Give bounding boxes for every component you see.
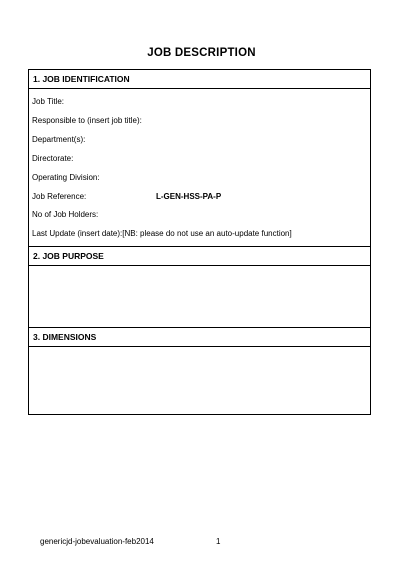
responsible-to-label: Responsible to (insert job title): (32, 116, 142, 125)
job-reference-row (32, 192, 352, 202)
job-reference-label: Job Reference: (32, 192, 87, 201)
page-title: JOB DESCRIPTION (147, 47, 256, 59)
operating-division-label: Operating Division: (32, 173, 100, 182)
job-reference-value: L-GEN-HSS-PA-P (156, 192, 222, 201)
departments-label: Department(s): (32, 135, 86, 144)
job-identification-heading: 1. JOB IDENTIFICATION (29, 70, 370, 89)
job-purpose-heading: 2. JOB PURPOSE (29, 247, 370, 266)
job-holders-label: No of Job Holders: (32, 210, 99, 219)
job-title-label: Job Title: (32, 97, 65, 106)
dimensions-heading: 3. DIMENSIONS (29, 328, 370, 347)
job-purpose-section (28, 246, 371, 328)
last-update-label: Last Update (insert date):[NB: please do not use an auto-update function] (32, 229, 292, 238)
job-identification-section (28, 69, 371, 247)
directorate-label: Directorate: (32, 154, 74, 163)
footer-page-number: 1 (216, 537, 221, 546)
footer-filename: genericjd-jobevaluation-feb2014 (40, 537, 154, 546)
dimensions-section (28, 327, 371, 415)
